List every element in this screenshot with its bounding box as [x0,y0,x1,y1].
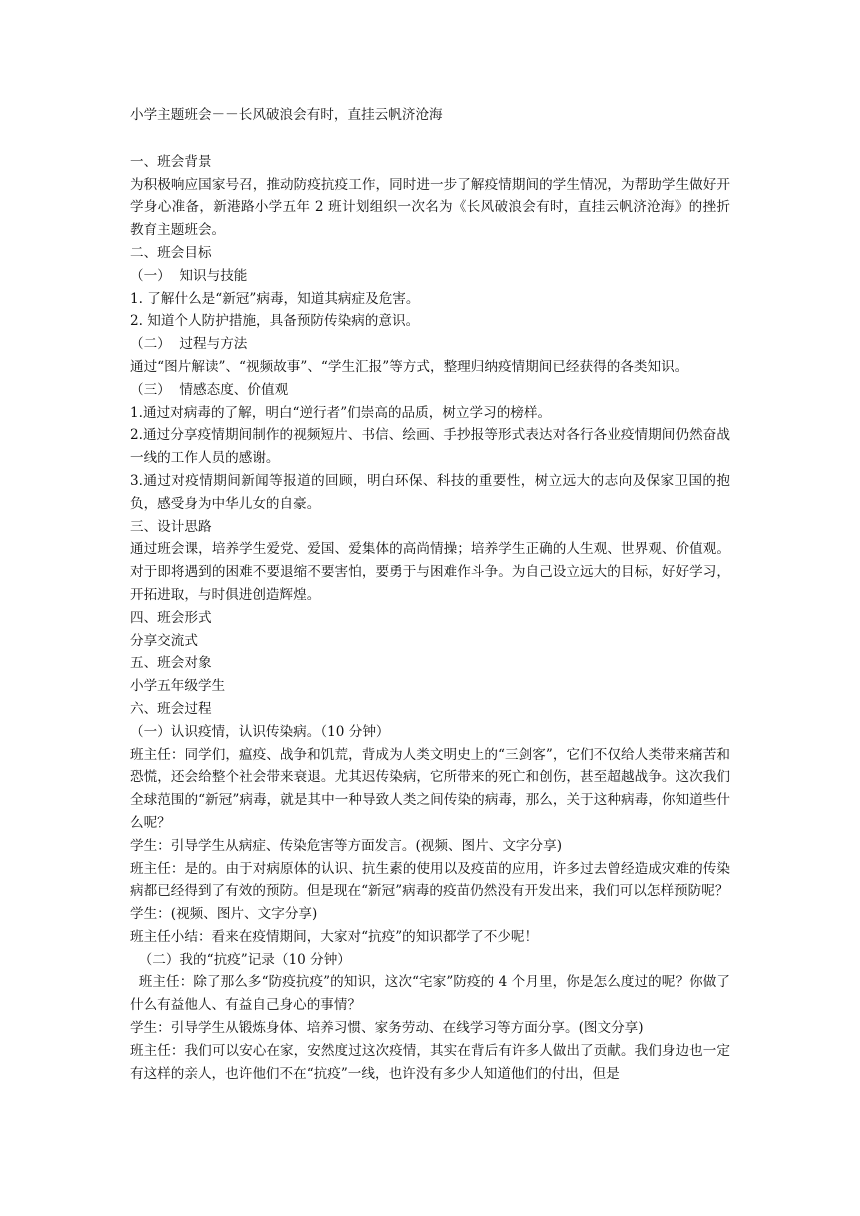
document-body [130,151,730,1086]
paragraph: 2.通过分享疫情期间制作的视频短片、书信、绘画、手抄报等形式表达对各行各业疫情期间仍然奋战一线的工作人员的感谢。 [130,427,730,467]
paragraph: 六、班会过程 [130,700,212,717]
paragraph: 通过班会课，培养学生爱党、爱国、爱集体的高尚情操；培养学生正确的人生观、世界观、价值观。对于即将遇到的困难不要退缩不要害怕，要勇于与困难作斗争。为自己设立远大的目标，好好学习，开拓进取，与时俱进创造辉煌。 [130,541,730,603]
paragraph: 通过“图片解读”、“视频故事”、“学生汇报”等方式，整理归纳疫情期间已经获得的各类知识。 [130,358,689,375]
paragraph: 1. 了解什么是“新冠”病毒，知道其病症及危害。 [130,290,420,307]
paragraph: （二）我的“抗疫”记录（10 分钟） [130,951,351,968]
paragraph: （三） 情感态度、价值观 [130,381,289,398]
paragraph: 小学五年级学生 [130,678,226,695]
paragraph: 分享交流式 [130,632,198,649]
paragraph: 三、设计思路 [130,518,212,535]
paragraph: 二、班会目标 [130,244,212,261]
paragraph: 班主任：我们可以安心在家，安然度过这次疫情，其实在背后有许多人做出了贡献。我们身边也一定有这样的亲人，也许他们不在“抗疫”一线，也许没有多少人知道他们的付出，但是 [130,1042,730,1082]
paragraph: （二） 过程与方法 [130,336,248,353]
paragraph: （一）认识疫情，认识传染病。（10 分钟） [130,723,390,740]
paragraph: 2. 知道个人防护措施，具备预防传染病的意识。 [130,313,420,330]
paragraph: 班主任：同学们，瘟疫、战争和饥荒，背成为人类文明史上的“三剑客”，它们不仅给人类带来痛苦和恐慌，还会给整个社会带来衰退。尤其迟传染病，它所带来的死亡和创伤，甚至超越战争。这次我们全球范围的“新冠”病毒，就是其中一种导致人类之间传染的病毒，那么，关于这种病毒，你知道些什么呢？ [130,746,730,831]
paragraph: 班主任：除了那么多“防疫抗疫”的知识，这次“宅家”防疫的 4 个月里，你是怎么度过的呢？你做了什么有益他人、有益自己身心的事情？ [130,974,730,1014]
paragraph: 学生：(视频、图片、文字分享) [130,906,318,923]
document-page [130,104,730,1085]
paragraph: 四、班会形式 [130,609,212,626]
paragraph: 1.通过对病毒的了解，明白“逆行者”们崇高的品质，树立学习的榜样。 [130,404,552,421]
paragraph: （一） 知识与技能 [130,267,248,284]
paragraph: 学生：引导学生从病症、传染危害等方面发言。(视频、图片、文字分享) [130,837,563,854]
document-title: 小学主题班会－－长风破浪会有时，直挂云帆济沧海 [130,107,443,123]
paragraph: 为积极响应国家号召，推动防疫抗疫工作，同时进一步了解疫情期间的学生情况，为帮助学生做好开学身心准备，新港路小学五年 2 班计划组织一次名为《长风破浪会有时，直挂云帆济沧海》的挫折教育主题班会。 [130,176,730,239]
paragraph: 3.通过对疫情期间新闻等报道的回顾，明白环保、科技的重要性，树立远大的志向及保家卫国的抱负，感受身为中华儿女的自豪。 [130,472,730,512]
paragraph: 一、班会背景 [130,153,212,170]
paragraph: 班主任小结：看来在疫情期间，大家对“抗疫”的知识都学了不少呢！ [130,928,539,945]
paragraph: 学生：引导学生从锻炼身体、培养习惯、家务劳动、在线学习等方面分享。(图文分享) [130,1020,644,1037]
paragraph: 五、班会对象 [130,655,212,672]
paragraph: 班主任：是的。由于对病原体的认识、抗生素的使用以及疫苗的应用，许多过去曾经造成灾难的传染病都已经得到了有效的预防。但是现在“新冠”病毒的疫苗仍然没有开发出来，我们可以怎样预防呢？ [130,860,730,900]
